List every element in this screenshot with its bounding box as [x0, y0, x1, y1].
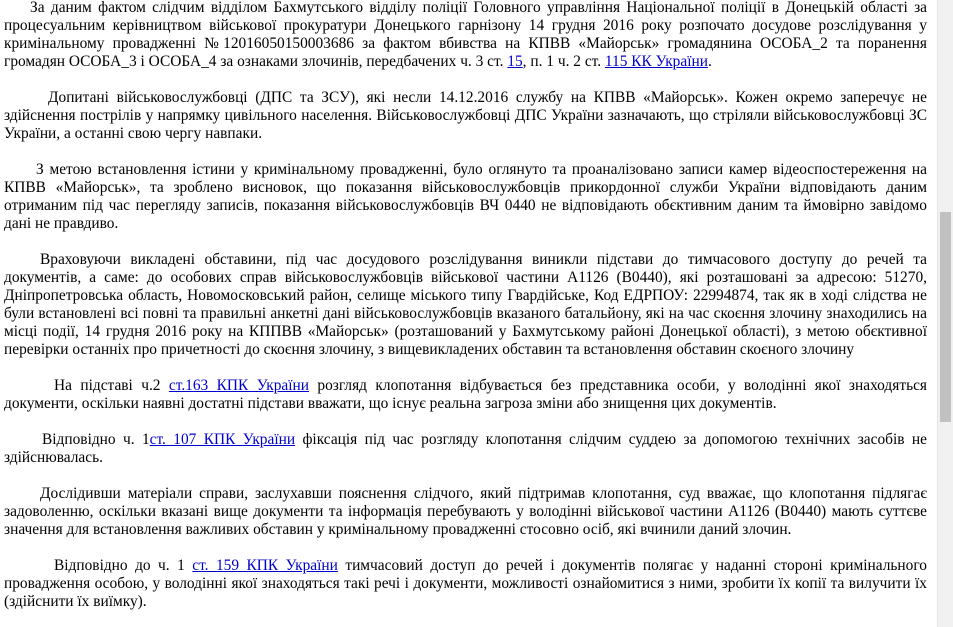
paragraph-text: Допитані військовослужбовці (ДПС та ЗСУ), які несли 14.12.2016 службу на КПВВ «Майорськ». Кожен окремо заперечує не здійснення пострілів у напрямку цивільного населення. Військовослужбовці ДПС України зазначають, що стріляли військовослужбовці ЗС України, а останні свою чергу навпаки.	[4, 89, 927, 142]
law-reference-link[interactable]: 115 КК України	[604, 53, 708, 70]
vertical-scrollbar[interactable]	[937, 0, 953, 627]
paragraph-text: , п. 1 ч. 2 ст.	[522, 53, 605, 70]
paragraph-text: тимчасовий доступ до речей і документів полягає у наданні стороні кримінального провадження особою, у володінні якої знаходяться такі речі і документи, можливості ознайомитися з ними, зробити їх копії та вилучити їх (здійснити їх виїмку).	[4, 557, 927, 610]
law-reference-link[interactable]: ст. 107 КПК України	[149, 431, 296, 448]
paragraph-text: .	[707, 53, 712, 70]
paragraph-text: Відповідно до ч. 1	[54, 557, 193, 574]
paragraph-4	[4, 251, 927, 359]
paragraph-text: Враховуючи викладені обставини, під час досудового розслідування виникли підстави до тимчасового доступу до речей та документів, а саме: до особових справ військовослужбовців військової частини А1126 (В0440), які розташовані за адресою: 51270, Дніпропетровська область, Новомосковський район, селище міського типу Гвардійське, Код ЕДРПОУ: 22994874, так як в ході слідства не були встановлені всі повні та правильні анкетні дані військовослужбовців вказаного батальйону, які на час скоєння злочину знаходились на місці події, 14 грудня 2016 року на КППВВ «Майорськ» (розташований у Бахмутському районі Донецької області), з метою обєктивної перевірки останніх про причетності до скоєння злочину, з вищевикладених обставин та встановлення обставин скоєного злочину	[4, 251, 927, 358]
paragraph-7	[4, 485, 927, 539]
paragraph-text: фіксація під час розгляду клопотання слідчим суддею за допомогою технічних засобів не здійснювалась.	[4, 431, 927, 466]
paragraph-text: розгляд клопотання відбувається без представника особи, у володінні якої знаходяться документи, оскільки наявні достатні підстави вважати, що існує реальна загроза зміни або знищення цих документів.	[4, 377, 927, 412]
law-reference-link[interactable]: 15	[507, 53, 523, 70]
paragraph-1	[4, 0, 927, 71]
paragraph-8	[4, 557, 927, 611]
law-reference-link[interactable]: ст. 159 КПК України	[192, 557, 338, 574]
paragraph-6	[4, 431, 927, 467]
paragraph-2	[4, 89, 927, 143]
paragraph-3	[4, 161, 927, 233]
paragraph-text: Відповідно ч. 1	[42, 431, 150, 448]
law-reference-link[interactable]: ст.163 КПК України	[168, 377, 310, 394]
document-body	[4, 0, 927, 611]
scrollbar-thumb[interactable]	[940, 212, 951, 422]
paragraph-text: На підставі ч.2	[54, 377, 169, 394]
paragraph-text: За даним фактом слідчим відділом Бахмутського відділу поліції Головного управління Національної поліції в Донецькій області за процесуальним керівництвом військової прокуратури Донецького гарнізону 14 грудня 2016 року розпочато досудове розслідування у кримінальному провадженні №12016050150003686 за фактом вбивства на КПВВ «Майорськ» громадянина ОСОБА_2 та поранення громадян ОСОБА_3 і ОСОБА_4 за ознаками злочинів, передбачених ч. 3 ст.	[4, 0, 927, 70]
paragraph-5	[4, 377, 927, 413]
paragraph-text: Дослідивши матеріали справи, заслухавши пояснення слідчого, який підтримав клопотання, суд вважає, що клопотання підлягає задоволенню, оскільки вказані вище документи та інформація перебувають у володінні військової частини А1126 (В0440) мають суттєве значення для встановлення важливих обставин у кримінальному провадженні стосовно осіб, які вчинили даний злочин.	[4, 485, 927, 538]
paragraph-text: З метою встановлення істини у кримінальному провадженні, було оглянуто та проаналізовано записи камер відеоспостереження на КПВВ «Майорськ», та зроблено висновок, що показання військовослужбовців прикордонної служби України відповідають даним отриманим під час перегляду записів, показання військовослужбовців ВЧ 0440 не відповідають обєктивним даним та ймовірно завідомо дані не правдиво.	[4, 161, 927, 232]
